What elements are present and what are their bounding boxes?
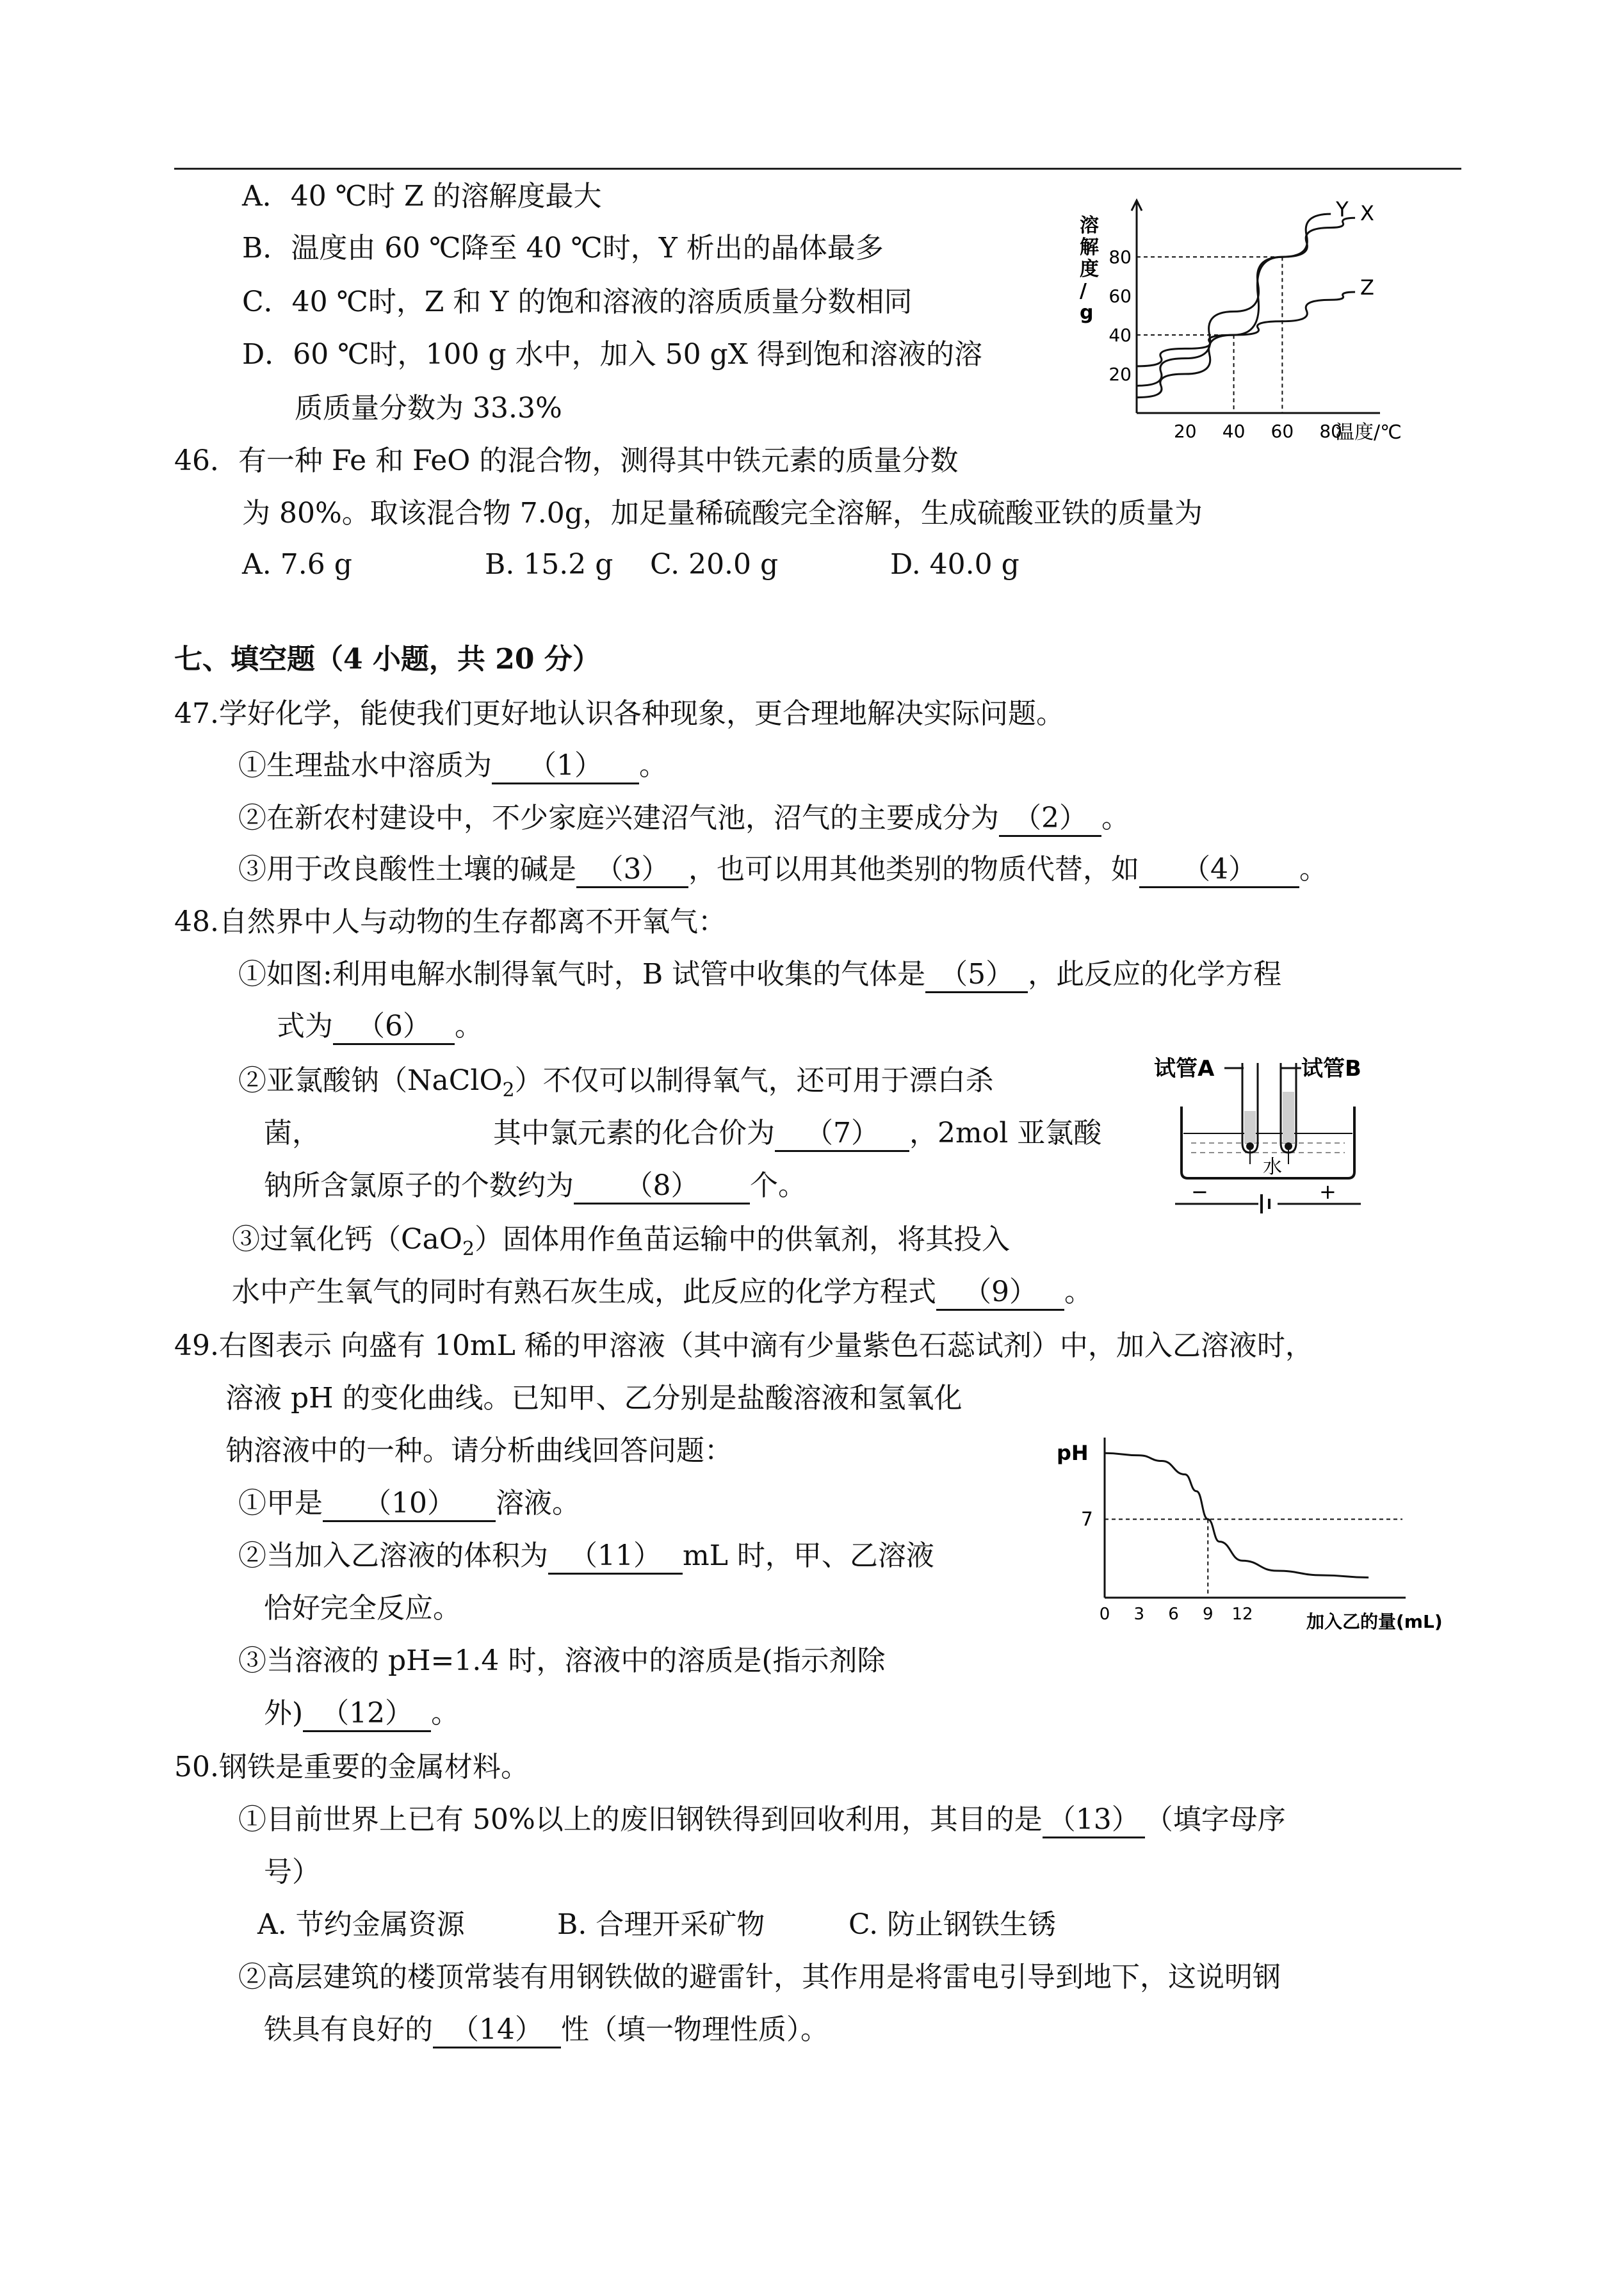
q48-item1-text: ①如图:利用电解水制得氧气时，B 试管中收集的气体是 [238, 958, 926, 991]
y-label-char: 解 [1080, 236, 1099, 259]
water-label: 水 [1263, 1156, 1282, 1178]
q49-item2 [238, 1537, 934, 1575]
q48-item3 [232, 1220, 1010, 1269]
blank-11[interactable]: （11） [548, 1539, 683, 1575]
q49-stem-line1: 49.右图表示 向盛有 10mL 稀的甲溶液（其中滴有少量紫色石蕊试剂）中，加入乙溶液时， [174, 1329, 1313, 1362]
ph-x-tick-label: 6 [1168, 1605, 1179, 1624]
q45-option-c: C．40 ℃时，Z 和 Y 的饱和溶液的溶质质量分数相同 [242, 286, 913, 318]
q47-item3-end: 。 [1299, 853, 1328, 886]
ph-x-axis-label: 加入乙的量(mL) [1306, 1611, 1443, 1632]
plus-terminal: + [1319, 1180, 1336, 1204]
q48-item2-cont2 [264, 1167, 806, 1205]
blank-6[interactable]: （6） [333, 1010, 455, 1045]
blank-4[interactable]: （4） [1139, 853, 1299, 888]
q50-item2-cont [264, 2011, 829, 2049]
blank-5[interactable]: （5） [925, 958, 1028, 993]
ph-x-tick-label: 12 [1231, 1605, 1253, 1624]
q50-option-c: C. 防止钢铁生锈 [849, 1908, 1057, 1941]
q50-item2-cont-text: 铁具有良好的 [264, 2013, 433, 2046]
blank-2[interactable]: （2） [999, 802, 1101, 837]
q45-option-a: A．40 ℃时 Z 的溶解度最大 [242, 180, 602, 213]
q47-stem: 47.学好化学，能使我们更好地认识各种现象，更合理地解决实际问题。 [174, 697, 1064, 730]
x-tick-label: 80 [1319, 421, 1342, 442]
y-tick-label: 20 [1108, 364, 1132, 385]
y-label-char: 度 [1080, 258, 1099, 280]
blank-3[interactable]: （3） [576, 853, 688, 888]
q48-item2-cont-end: ，2mol 亚氯酸 [909, 1117, 1102, 1149]
section-heading: 七、填空题（4 小题，共 20 分） [174, 643, 601, 676]
minus-terminal: − [1191, 1180, 1208, 1204]
q49-stem-line3: 钠溶液中的一种。请分析曲线回答问题： [225, 1434, 733, 1467]
blank-14[interactable]: （14） [433, 2013, 561, 2048]
q48-item2-cont [264, 1114, 1101, 1153]
q48-item2-text: ②亚氯酸钠（NaClO [238, 1064, 503, 1097]
blank-7[interactable]: （7） [775, 1117, 909, 1152]
q48-item2-cont2-text: 钠所含氯原子的个数约为 [264, 1169, 574, 1202]
tube-a-label: 试管A [1154, 1056, 1215, 1082]
ph-x-tick-label: 0 [1099, 1605, 1110, 1624]
q48-item3-text: ③过氧化钙（CaO [232, 1223, 462, 1256]
q46-stem-line1: 46．有一种 Fe 和 FeO 的混合物，测得其中铁元素的质量分数 [174, 444, 959, 477]
blank-8[interactable]: （8） [574, 1169, 750, 1204]
ph-y-tick-7: 7 [1080, 1508, 1093, 1531]
q49-item2-text: ②当加入乙溶液的体积为 [238, 1539, 548, 1572]
q48-item2 [238, 1062, 994, 1110]
q47-item3 [238, 850, 1328, 889]
solubility-y-label [1080, 215, 1099, 324]
q48-item1-cont-text: 式为 [277, 1010, 333, 1042]
y-tick-label: 80 [1108, 247, 1132, 268]
q47-item2-text: ②在新农村建设中，不少家庭兴建沼气池，沼气的主要成分为 [238, 802, 999, 834]
electrolysis-figure-svg [1153, 1050, 1383, 1217]
q49-item3-cont-end: 。 [431, 1697, 460, 1730]
q46-option-a: A. 7.6 g [242, 548, 352, 581]
series-y-curve [1137, 214, 1331, 385]
series-y-label: Y [1336, 197, 1349, 222]
q50-item1-end: （填字母序 [1144, 1803, 1286, 1836]
q47-item1 [238, 747, 667, 785]
solubility-chart [1076, 192, 1409, 461]
tube-b-label: 试管B [1301, 1056, 1361, 1082]
q45-option-d: D．60 ℃时，100 g 水中，加入 50 gX 得到饱和溶液的溶 [242, 338, 983, 371]
q47-item1-end: 。 [639, 749, 667, 782]
series-z-curve [1137, 292, 1355, 366]
x-tick-label: 40 [1222, 421, 1246, 442]
tube-a-gas [1244, 1111, 1256, 1143]
ph-x-tick-label: 9 [1202, 1605, 1214, 1624]
y-label-char: 溶 [1080, 215, 1099, 237]
ph-curve [1105, 1453, 1368, 1577]
q47-item3-text: ③用于改良酸性土壤的碱是 [238, 853, 576, 886]
blank-9[interactable]: （9） [936, 1276, 1064, 1311]
q49-item2-cont: 恰好完全反应。 [264, 1592, 461, 1625]
q46-option-d: D. 40.0 g [890, 548, 1019, 581]
q50-item1-text: ①目前世界上已有 50%以上的废旧钢铁得到回收利用，其目的是 [238, 1803, 1043, 1836]
q48-item3-sub: 2 [462, 1237, 475, 1260]
y-label-char: g [1080, 302, 1094, 324]
solubility-x-axis-label: 温度/℃ [1335, 421, 1402, 444]
blank-10[interactable]: （10） [323, 1487, 496, 1522]
q48-item2-cont2-end: 个。 [750, 1169, 806, 1202]
q48-item3-cont-end: 。 [1064, 1276, 1092, 1308]
q50-option-a: A. 节约金属资源 [257, 1908, 465, 1941]
blank-1[interactable]: （1） [492, 749, 639, 784]
tube-b-gas [1283, 1092, 1294, 1143]
ph-chart-svg [1050, 1422, 1518, 1639]
blank-13[interactable]: （13） [1043, 1803, 1145, 1838]
electrolysis-figure [1153, 1050, 1383, 1217]
q46-option-b: B. 15.2 g [485, 548, 613, 581]
q49-item1-text: ①甲是 [238, 1487, 323, 1520]
q50-item2-cont-end: 性（填一物理性质）。 [561, 2013, 829, 2046]
q48-stem: 48.自然界中人与动物的生存都离不开氧气： [174, 905, 726, 938]
q49-item2-end: mL 时，甲、乙溶液 [683, 1539, 934, 1572]
q48-item1 [238, 955, 1281, 994]
ph-y-axis-label: pH [1057, 1441, 1089, 1465]
q48-item1-cont [277, 1007, 483, 1046]
q46-option-c: C. 20.0 g [650, 548, 779, 581]
series-z-label: Z [1360, 275, 1374, 300]
q48-item2-sub: 2 [502, 1078, 515, 1101]
q47-item2 [238, 799, 1130, 838]
q48-item2-cont-start: 菌， [264, 1117, 320, 1149]
ph-x-tick-label: 3 [1133, 1605, 1145, 1624]
y-tick-label: 40 [1108, 325, 1132, 346]
y-tick-label: 60 [1108, 286, 1132, 307]
q49-item3: ③当溶液的 pH=1.4 时，溶液中的溶质是(指示剂除 [238, 1644, 886, 1677]
q47-item3-mid: ，也可以用其他类别的物质代替，如 [688, 853, 1139, 886]
q48-item3-end: ）固体用作鱼苗运输中的供氧剂，将其投入 [475, 1223, 1011, 1256]
q49-item3-cont-text: 外) [264, 1697, 304, 1730]
q45-option-b: B．温度由 60 ℃降至 40 ℃时，Y 析出的晶体最多 [242, 232, 884, 264]
q48-item1-cont-end: 。 [455, 1010, 483, 1042]
electrode-b [1285, 1142, 1292, 1150]
q50-item1-cont: 号） [264, 1856, 320, 1888]
q47-item1-text: ①生理盐水中溶质为 [238, 749, 492, 782]
q50-option-b: B. 合理开采矿物 [557, 1908, 765, 1941]
q49-stem-line2: 溶液 pH 的变化曲线。已知甲、乙分别是盐酸溶液和氢氧化 [225, 1382, 962, 1415]
x-tick-label: 60 [1271, 421, 1294, 442]
ph-chart [1050, 1422, 1518, 1639]
q49-item1 [238, 1484, 580, 1523]
y-label-char: / [1080, 280, 1087, 302]
q48-item1-end: ，此反应的化学方程 [1028, 958, 1282, 991]
q47-item2-end: 。 [1101, 802, 1130, 834]
q50-item1 [238, 1801, 1286, 1839]
series-x-label: X [1360, 201, 1374, 226]
x-tick-label: 20 [1173, 421, 1197, 442]
q48-item2-cont-text: 其中氯元素的化合价为 [493, 1117, 775, 1149]
q48-item3-cont-text: 水中产生氧气的同时有熟石灰生成，此反应的化学方程式 [232, 1276, 936, 1308]
q48-item3-cont [232, 1273, 1092, 1311]
q50-stem: 50.钢铁是重要的金属材料。 [174, 1751, 529, 1783]
q49-item1-end: 溶液。 [496, 1487, 580, 1520]
blank-12[interactable]: （12） [303, 1697, 431, 1732]
q45-option-d-cont: 质质量分数为 33.3% [295, 392, 562, 425]
solubility-chart-svg [1076, 192, 1409, 461]
series-x-curve [1137, 218, 1355, 397]
electrode-a [1246, 1142, 1254, 1150]
q48-item2-end: ）不仅可以制得氧气，还可用于漂白杀 [514, 1064, 994, 1097]
q49-item3-cont [264, 1694, 459, 1733]
q46-stem-line2: 为 80%。取该混合物 7.0g，加足量稀硫酸完全溶解，生成硫酸亚铁的质量为 [242, 497, 1203, 530]
q50-item2: ②高层建筑的楼顶常装有用钢铁做的避雷针，其作用是将雷电引导到地下，这说明钢 [238, 1961, 1281, 1993]
header-rule [174, 168, 1461, 170]
